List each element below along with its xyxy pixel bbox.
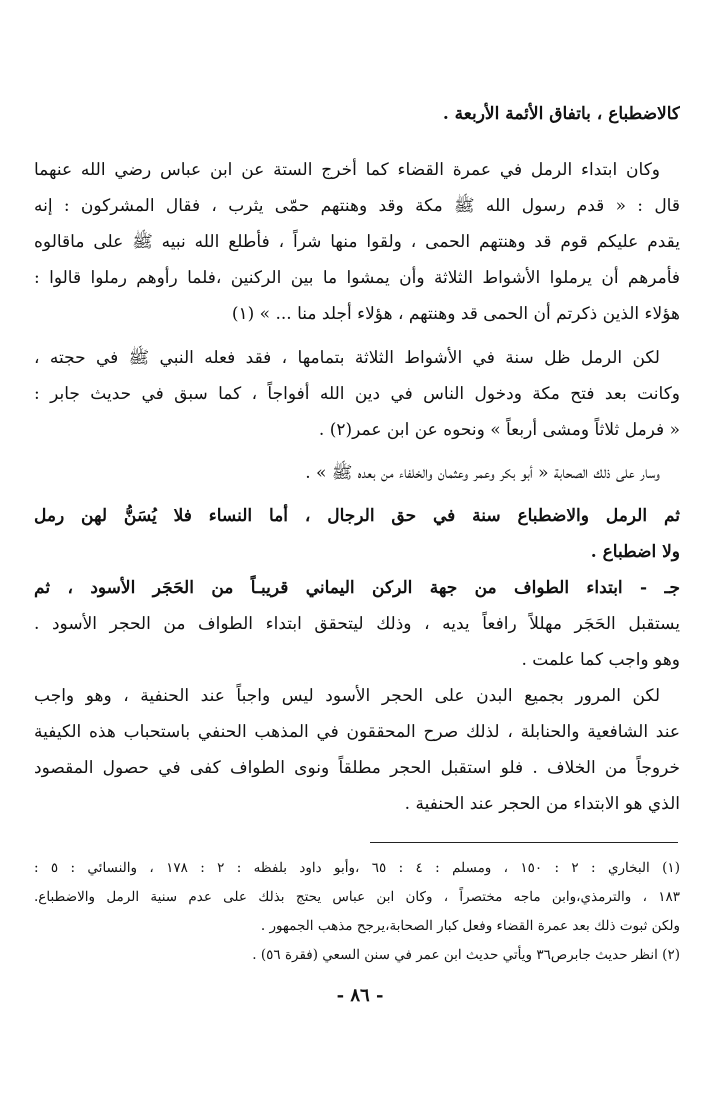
section-heading	[34, 96, 680, 132]
footnote-divider	[370, 842, 678, 843]
text-line: فأمرهم أن يرملوا الأشواط الثلاثة وأن يمشوا ما بين الركنين ،فلما رأوهم رملوا قالوا :	[34, 268, 680, 288]
text-line: خروجاً من الخلاف . فلو استقبل الحجر مطلقاً ونوى الطواف كفى في حصول المقصود	[34, 758, 680, 778]
paragraph-hanafi	[34, 678, 680, 822]
page-number: - ٨٦ -	[336, 985, 384, 1006]
text-line: يستقبل الحَجَر مهللاً رافعاً يديه ، وذلك ليتحقق ابتداء الطواف من الحجر الأسود .	[34, 614, 680, 634]
text-line: ولا اضطباع .	[590, 542, 680, 562]
footnote-line: (٢) انظر حديث جابرص٣٦ ويأتي حديث ابن عمر في سنن السعي (فقرة ٥٦) .	[252, 947, 680, 963]
paragraph-companions	[34, 455, 680, 491]
text-line: وهو واجب كما علمت .	[521, 650, 680, 670]
text-line: ثم الرمل والاضطباع سنة في حق الرجال ، أما النساء فلا يُسَنُّ لهن رمل	[34, 506, 680, 526]
text-line: جـ - ابتداء الطواف من جهة الركن اليماني قريبـاً من الحَجَر الأسود ، ثم	[34, 578, 680, 598]
footnote-line: ولكن ثبوت ذلك بعد عمرة القضاء وفعل كبار الصحابة،يرجح مذهب الجمهور .	[260, 918, 680, 934]
text-line: وكانت بعد فتح مكة ودخول الناس في دين الله أفواجاً ، كما سبق في حديث جابر :	[34, 384, 680, 404]
text-line: لكن الرمل ظل سنة في الأشواط الثلاثة بتمامها ، فقد فعله النبي ﷺ في حجته ،	[34, 348, 660, 368]
text-line: لكن المرور بجميع البدن على الحجر الأسود ليس واجباً عند الحنفية ، وهو واجب	[34, 686, 660, 706]
paragraph-ramal-sunnah	[34, 340, 680, 448]
paragraph-start-tawaf	[34, 570, 680, 678]
text-line: قال : « قدم رسول الله ﷺ مكة وقد وهنتهم حمّى يثرب ، فقال المشركون : إنه	[34, 196, 680, 216]
text-line: الذي هو الابتداء من الحجر عند الحنفية .	[404, 794, 680, 814]
text-line: عند الشافعية والحنابلة ، لذلك صرح المحققون في المذهب الحنفي باستحباب هذه الكيفية	[34, 722, 680, 742]
text-line: وسار على ذلك الصحابة « أبو بكر وعمر وعثمان والخلفاء من بعده ﷺ » .	[305, 463, 660, 483]
footnotes	[34, 854, 680, 970]
footnote-line: (١) البخاري : ٢ : ١٥٠ ، ومسلم : ٤ : ٦٥ ،وأبو داود بلفظه : ٢ : ١٧٨ ، والنسائي : ٥ :	[34, 860, 680, 876]
paragraph-men-only	[34, 498, 680, 570]
paragraph-ramal-origin	[34, 152, 680, 332]
text-line: « فرمل ثلاثاً ومشى أربعاً » ونحوه عن ابن عمر(٢) .	[318, 420, 680, 440]
heading-line: كالاضطباع ، باتفاق الأئمة الأربعة .	[442, 104, 680, 124]
text-line: هؤلاء الذين ذكرتم أن الحمى قد وهنتهم ، هؤلاء أجلد منا ... » (١)	[231, 304, 680, 324]
text-line: يقدم عليكم قوم قد وهنتهم الحمى ، ولقوا منها شراً ، فأطلع الله نبيه ﷺ على ماقالوه	[34, 232, 680, 252]
footnote-line: ١٨٣ ، والترمذي،وابن ماجه مختصراً ، وكان ابن عباس يحتج بذلك على عدم سنية الرمل والاضطباع.	[34, 889, 680, 905]
text-line: وكان ابتداء الرمل في عمرة القضاء كما أخرج الستة عن ابن عباس رضي الله عنهما	[34, 160, 660, 180]
